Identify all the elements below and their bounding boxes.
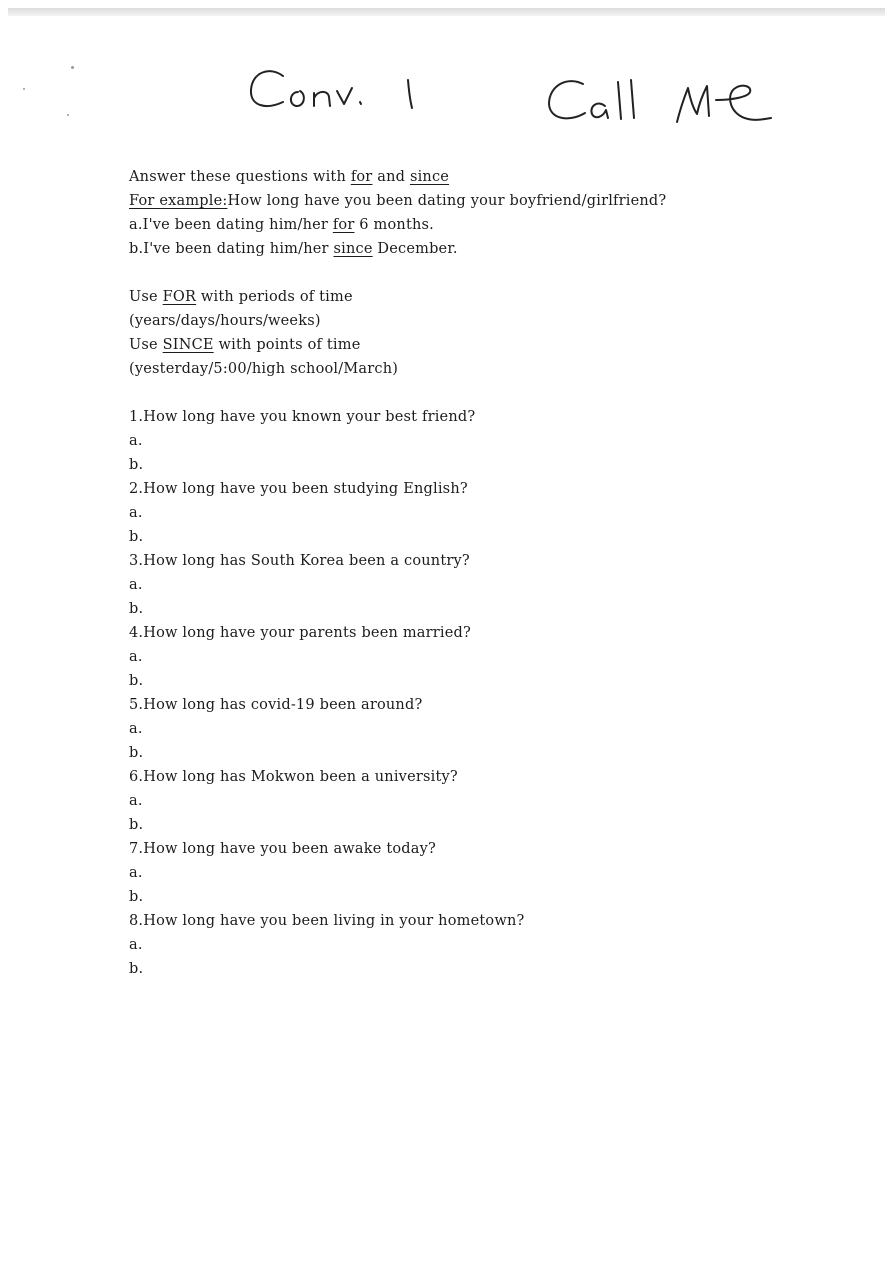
answer-b: b.	[129, 457, 144, 473]
example-answer-a	[129, 213, 666, 237]
answer-a: a.	[129, 505, 143, 521]
rule-since	[129, 333, 666, 357]
question-item	[129, 477, 666, 549]
keyword-since: since	[333, 241, 373, 257]
spacer	[129, 381, 666, 405]
answer-b: b.	[129, 889, 144, 905]
question-text: 8.How long have you been living in your hometown?	[129, 913, 525, 929]
keyword-for: for	[350, 169, 373, 185]
question-text: 5.How long has covid-19 been around?	[129, 697, 423, 713]
question-item	[129, 837, 666, 909]
example-answer-text: December.	[372, 241, 458, 257]
question-item	[129, 621, 666, 693]
example-answer-text: b.I've been dating him/her	[129, 241, 334, 257]
keyword-for-caps: FOR	[162, 289, 197, 305]
answer-b: b.	[129, 601, 144, 617]
rule-since-examples: (yesterday/5:00/high school/March)	[129, 361, 399, 377]
example-question: How long have you been dating your boyfriend/girlfriend?	[227, 193, 667, 209]
question-item	[129, 765, 666, 837]
example-question-line	[129, 189, 666, 213]
question-item	[129, 405, 666, 477]
rule-text: Use	[129, 289, 163, 305]
question-text: 3.How long has South Korea been a country?	[129, 553, 470, 569]
answer-a: a.	[129, 721, 143, 737]
answer-a: a.	[129, 433, 143, 449]
handwriting-conv-1	[251, 71, 412, 108]
answer-b: b.	[129, 745, 144, 761]
answer-a: a.	[129, 793, 143, 809]
answer-a: a.	[129, 577, 143, 593]
rule-text: with periods of time	[196, 289, 353, 305]
question-text: 6.How long has Mokwon been a university?	[129, 769, 458, 785]
question-text: 4.How long have your parents been married?	[129, 625, 471, 641]
rule-text: Use	[129, 337, 163, 353]
example-label: For example:	[129, 193, 228, 209]
answer-b: b.	[129, 817, 144, 833]
example-answer-b	[129, 237, 666, 261]
worksheet-body	[129, 165, 666, 981]
handwritten-title	[0, 0, 893, 160]
handwriting-call-me	[549, 80, 771, 122]
question-text: 1.How long have you known your best friend?	[129, 409, 476, 425]
rule-for	[129, 285, 666, 309]
answer-b: b.	[129, 961, 144, 977]
instruction-line	[129, 165, 666, 189]
answer-a: a.	[129, 865, 143, 881]
answer-b: b.	[129, 673, 144, 689]
question-item	[129, 693, 666, 765]
spacer	[129, 261, 666, 285]
keyword-since-caps: SINCE	[162, 337, 214, 353]
rule-for-examples: (years/days/hours/weeks)	[129, 313, 321, 329]
question-item	[129, 909, 666, 981]
question-item	[129, 549, 666, 621]
question-text: 2.How long have you been studying English?	[129, 481, 468, 497]
answer-b: b.	[129, 529, 144, 545]
answer-a: a.	[129, 649, 143, 665]
keyword-for: for	[332, 217, 355, 233]
rule-text: with points of time	[213, 337, 361, 353]
example-answer-text: a.I've been dating him/her	[129, 217, 333, 233]
keyword-since: since	[409, 169, 450, 185]
question-list	[129, 405, 666, 981]
question-text: 7.How long have you been awake today?	[129, 841, 436, 857]
instruction-text: and	[372, 169, 410, 185]
instruction-text: Answer these questions with	[129, 169, 351, 185]
answer-a: a.	[129, 937, 143, 953]
example-answer-text: 6 months.	[354, 217, 434, 233]
